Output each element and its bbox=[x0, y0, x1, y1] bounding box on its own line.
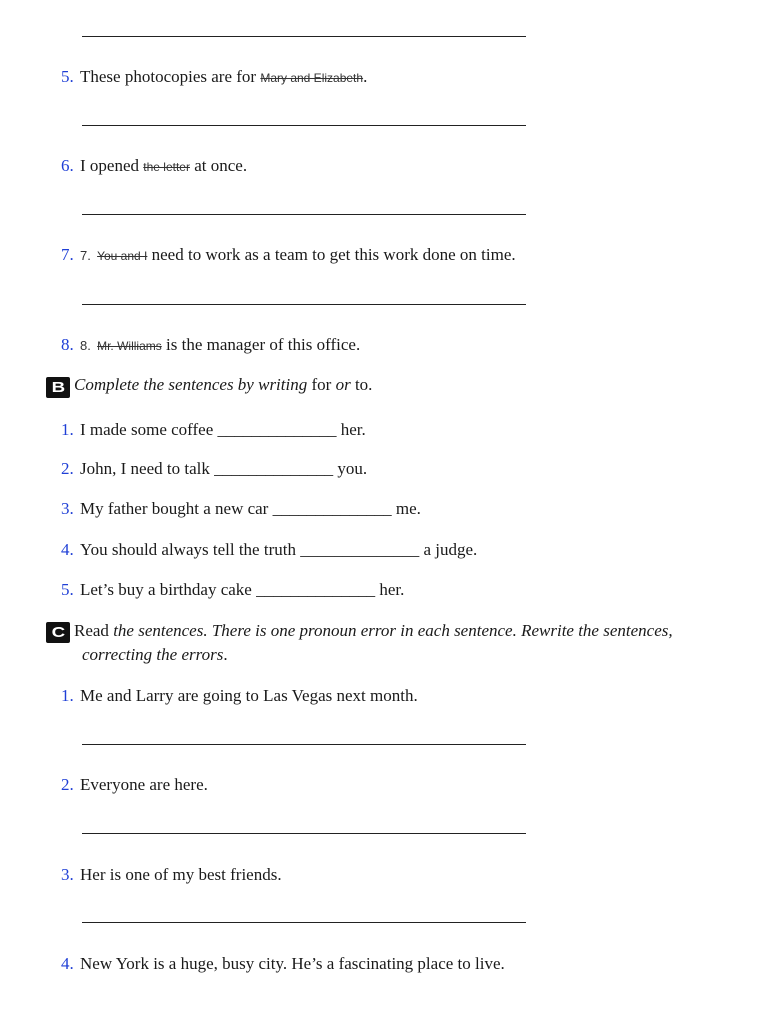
section-b-instruction: Complete the sentences by writing for or to. bbox=[74, 375, 373, 394]
item-number: 3. bbox=[61, 499, 74, 518]
item-number: 6. bbox=[61, 156, 74, 175]
section-b-badge: B bbox=[46, 377, 70, 398]
item-text: John, I need to talk ______________ you. bbox=[80, 459, 368, 478]
item-number: 4. bbox=[61, 954, 74, 973]
item-text-before: These photocopies are for bbox=[80, 67, 261, 86]
item-number: 2. bbox=[61, 775, 74, 794]
item-number: 5. bbox=[61, 580, 74, 599]
item-text-before: I opened bbox=[80, 156, 144, 175]
item-number: 1. bbox=[61, 686, 74, 705]
item-number: 3. bbox=[61, 865, 74, 884]
item-text-after: at once. bbox=[189, 156, 248, 175]
item-text: My father bought a new car ______________ me. bbox=[80, 499, 421, 518]
handwritten-number: 8. bbox=[80, 338, 91, 353]
answer-line[interactable] bbox=[82, 744, 526, 745]
item-text: Everyone are here. bbox=[80, 775, 208, 794]
section-c-instruction: Read the sentences. There is one pronoun error in each sentence. Rewrite the sentences, bbox=[74, 621, 673, 640]
answer-line[interactable] bbox=[82, 304, 526, 305]
item-text bbox=[80, 334, 360, 357]
section-c-badge: C bbox=[46, 622, 70, 643]
item-text-after: need to work as a team to get this work done on time. bbox=[147, 245, 516, 264]
item-number: 1. bbox=[61, 420, 74, 439]
item-text: Me and Larry are going to Las Vegas next month. bbox=[80, 686, 418, 705]
item-text: Her is one of my best friends. bbox=[80, 865, 282, 884]
item-number: 5. bbox=[61, 67, 74, 86]
answer-line[interactable] bbox=[82, 833, 526, 834]
item-text-after: . bbox=[363, 67, 368, 86]
item-text bbox=[80, 66, 367, 89]
item-text: You should always tell the truth ______________ a judge. bbox=[80, 540, 478, 559]
item-text bbox=[80, 155, 247, 178]
handwritten-number: 7. bbox=[80, 248, 91, 263]
section-c-instruction-cont: correcting the errors. bbox=[82, 645, 228, 664]
item-number: 8. bbox=[61, 335, 74, 354]
item-number: 4. bbox=[61, 540, 74, 559]
item-text: Let’s buy a birthday cake ______________ her. bbox=[80, 580, 405, 599]
answer-line[interactable] bbox=[82, 214, 526, 215]
struck-noun: You and I bbox=[97, 249, 148, 263]
item-text: New York is a huge, busy city. He’s a fascinating place to live. bbox=[80, 954, 505, 973]
item-text: I made some coffee ______________ her. bbox=[80, 420, 366, 439]
struck-noun: the letter bbox=[143, 160, 190, 174]
item-number: 7. bbox=[61, 245, 74, 264]
answer-line[interactable] bbox=[82, 36, 526, 37]
struck-noun: Mr. Williams bbox=[97, 339, 162, 353]
answer-line[interactable] bbox=[82, 922, 526, 923]
item-text bbox=[80, 244, 516, 267]
item-text-after: is the manager of this office. bbox=[161, 335, 361, 354]
item-number: 2. bbox=[61, 459, 74, 478]
struck-noun: Mary and Elizabeth bbox=[260, 71, 364, 85]
answer-line[interactable] bbox=[82, 125, 526, 126]
